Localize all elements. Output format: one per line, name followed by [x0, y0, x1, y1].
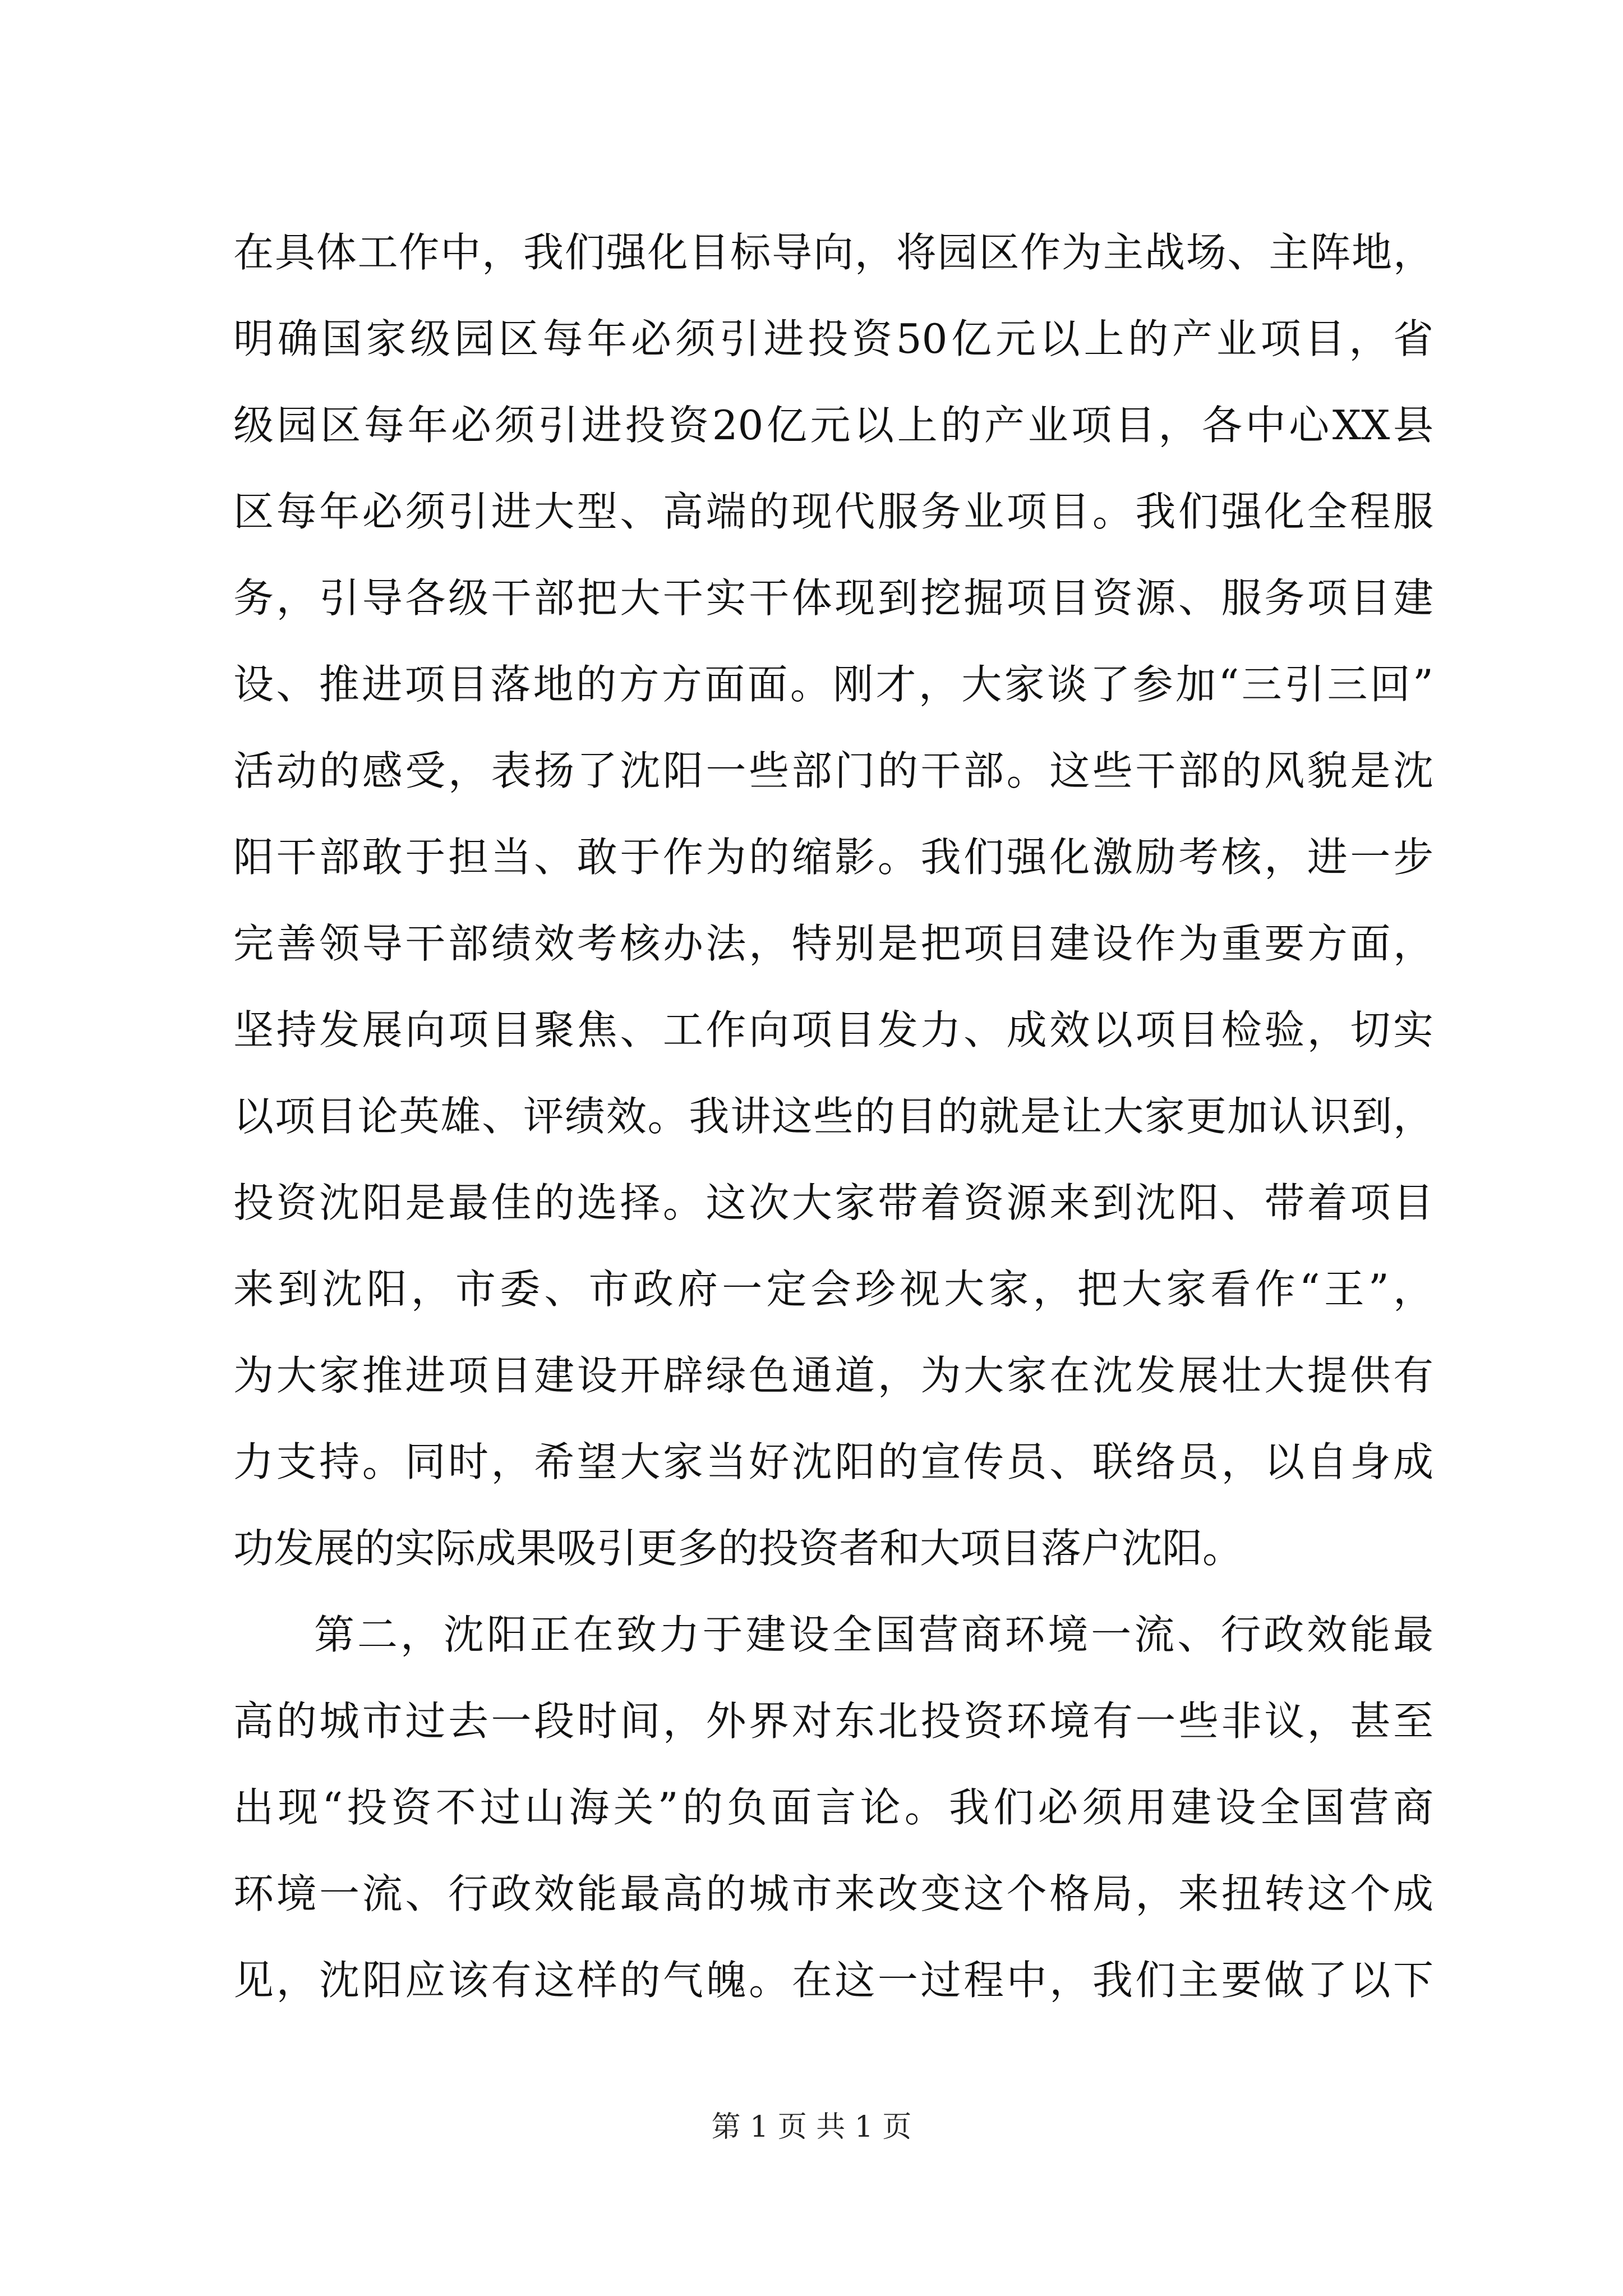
text-line-5: 务，引导各级干部把大干实干体现到挖掘项目资源、服务项目建	[233, 574, 1433, 622]
text-line-18: 高的城市过去一段时间，外界对东北投资环境有一些非议，甚至	[233, 1697, 1433, 1745]
text-line-21: 见，沈阳应该有这样的气魄。在这一过程中，我们主要做了以下	[233, 1957, 1433, 2004]
text-line-1: 在具体工作中，我们强化目标导向，将园区作为主战场、主阵地，	[233, 229, 1433, 276]
text-line-20: 环境一流、行政效能最高的城市来改变这个格局，来扭转这个成	[233, 1870, 1433, 1917]
text-line-2: 明确国家级园区每年必须引进投资50亿元以上的产业项目，省	[233, 315, 1433, 362]
text-line-4: 区每年必须引进大型、高端的现代服务业项目。我们强化全程服	[233, 488, 1433, 535]
text-line-17: 第二，沈阳正在致力于建设全国营商环境一流、行政效能最	[314, 1611, 1433, 1658]
text-line-7: 活动的感受，表扬了沈阳一些部门的干部。这些干部的风貌是沈	[233, 747, 1433, 794]
text-line-16: 功发展的实际成果吸引更多的投资者和大项目落户沈阳。	[233, 1525, 1243, 1572]
page-footer: 第 1 页 共 1 页	[711, 2110, 912, 2144]
text-line-19: 出现“投资不过山海关”的负面言论。我们必须用建设全国营商	[233, 1784, 1433, 1831]
text-line-6: 设、推进项目落地的方方面面。刚才，大家谈了参加“三引三回”	[233, 661, 1433, 708]
text-line-9: 完善领导干部绩效考核办法，特别是把项目建设作为重要方面，	[233, 920, 1433, 967]
text-line-11: 以项目论英雄、评绩效。我讲这些的目的就是让大家更加认识到，	[233, 1093, 1433, 1140]
text-line-15: 力支持。同时，希望大家当好沈阳的宣传员、联络员，以自身成	[233, 1438, 1433, 1485]
text-line-8: 阳干部敢于担当、敢于作为的缩影。我们强化激励考核，进一步	[233, 834, 1433, 881]
text-line-14: 为大家推进项目建设开辟绿色通道，为大家在沈发展壮大提供有	[233, 1352, 1433, 1399]
text-line-12: 投资沈阳是最佳的选择。这次大家带着资源来到沈阳、带着项目	[233, 1179, 1433, 1226]
text-line-3: 级园区每年必须引进投资20亿元以上的产业项目，各中心XX县	[233, 402, 1433, 449]
text-line-10: 坚持发展向项目聚焦、工作向项目发力、成效以项目检验，切实	[233, 1006, 1433, 1053]
text-line-13: 来到沈阳，市委、市政府一定会珍视大家，把大家看作“王”，	[233, 1266, 1433, 1313]
